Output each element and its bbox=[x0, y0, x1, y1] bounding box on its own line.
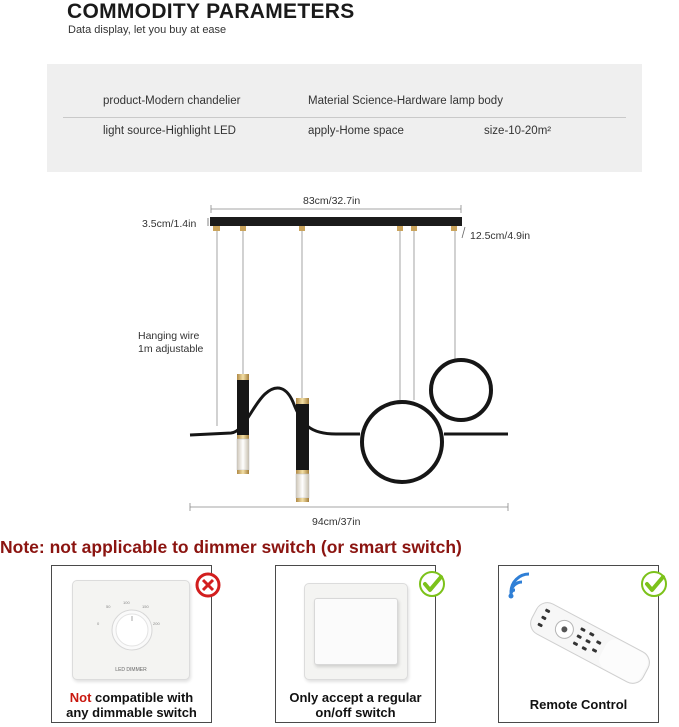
bottom-width-dimension-line bbox=[190, 503, 508, 511]
svg-text:200: 200 bbox=[153, 621, 160, 626]
dimmer-caption-line2: any dimmable switch bbox=[66, 705, 197, 720]
pendant-tube-left bbox=[237, 374, 249, 474]
green-check-icon bbox=[417, 569, 447, 599]
hanging-wire-label: Hanging wire bbox=[138, 330, 200, 342]
svg-text:150: 150 bbox=[142, 604, 149, 609]
page-title: COMMODITY PARAMETERS bbox=[67, 0, 355, 23]
svg-text:0: 0 bbox=[97, 621, 100, 626]
large-ring-light bbox=[362, 402, 442, 482]
svg-text:100: 100 bbox=[123, 600, 130, 605]
switch-card-caption bbox=[276, 690, 435, 720]
dimmer-switch-card bbox=[51, 565, 212, 723]
param-apply: apply-Home space bbox=[308, 125, 404, 137]
remote-control-card bbox=[498, 565, 659, 723]
dimmer-plate bbox=[72, 580, 190, 680]
param-light-source: light source-Highlight LED bbox=[103, 125, 236, 137]
switch-caption-line2: on/off switch bbox=[315, 705, 396, 720]
not-word: Not bbox=[69, 690, 92, 705]
dimmer-caption-rest: compatible with bbox=[91, 690, 194, 705]
ceiling-canopy bbox=[210, 217, 462, 226]
dimmer-knob-illustration bbox=[73, 581, 191, 681]
pendant-tube-middle bbox=[296, 398, 309, 502]
param-product: product-Modern chandelier bbox=[103, 95, 241, 107]
hanging-wire-adjustable-label: 1m adjustable bbox=[138, 343, 204, 355]
red-cross-circle-icon bbox=[193, 570, 223, 600]
remote-card-caption: Remote Control bbox=[529, 697, 628, 712]
top-width-label: 83cm/32.7in bbox=[303, 195, 361, 207]
rocker-switch bbox=[314, 598, 398, 665]
switch-plate bbox=[304, 583, 408, 680]
wavy-light-bar bbox=[190, 388, 360, 435]
page-subtitle: Data display, let you buy at ease bbox=[68, 24, 227, 36]
switch-caption-line1: Only accept a regular bbox=[289, 690, 422, 705]
green-check-icon bbox=[639, 569, 669, 599]
dimmer-knob-label: LED DIMMER bbox=[115, 667, 147, 673]
canopy-height-label: 3.5cm/1.4in bbox=[142, 218, 197, 230]
canopy-depth-label: 12.5cm/4.9in bbox=[470, 230, 531, 242]
compatibility-note: Note: not applicable to dimmer switch (or smart switch) bbox=[0, 537, 462, 557]
svg-text:50: 50 bbox=[106, 604, 111, 609]
hanging-wires bbox=[217, 231, 455, 426]
onoff-switch-card bbox=[275, 565, 436, 723]
remote-control-illustration bbox=[525, 596, 655, 691]
small-ring-light bbox=[431, 360, 491, 420]
dimmer-card-caption bbox=[52, 690, 211, 720]
param-size: size-10-20m² bbox=[484, 125, 552, 137]
bottom-width-label: 94cm/37in bbox=[312, 516, 361, 528]
param-material: Material Science-Hardware lamp body bbox=[308, 95, 503, 107]
